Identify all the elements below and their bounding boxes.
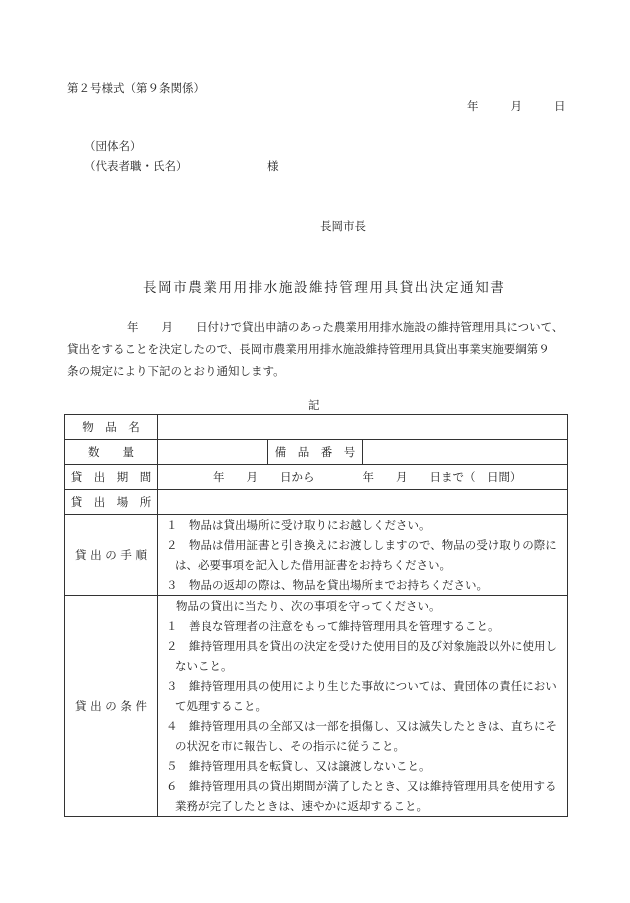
honorific: 様 — [267, 159, 279, 173]
procedure-line: １ 物品は貸出場所に受け取りにお越しください。 — [166, 518, 431, 532]
conditions-line: ２ 維持管理用具を貸出の決定を受けた使用目的及び対象施設以外に使用し — [166, 639, 557, 653]
procedure-line: ３ 物品の返却の際は、物品を貸出場所までお持ちください。 — [166, 578, 488, 592]
conditions-line: の状況を市に報告し、その指示に従うこと。 — [175, 739, 405, 753]
quantity-field[interactable] — [158, 440, 268, 465]
body-line-3: 条の規定により下記のとおり通知します。 — [67, 364, 285, 378]
conditions-line: １ 善良な管理者の注意をもって維持管理用具を管理すること。 — [166, 619, 500, 633]
conditions-line: て処理すること。 — [175, 699, 267, 713]
issue-date — [467, 98, 566, 114]
row-place — [65, 490, 568, 515]
loan-details-table — [64, 414, 568, 817]
date-month: 月 — [510, 99, 522, 113]
issuer-name: 長岡市長 — [320, 219, 366, 233]
body-line-1: 年 月 日付けで貸出申請のあった農業用用排水施設の維持管理用具について、 — [127, 320, 564, 334]
period-to: 日まで（ 日間） — [429, 470, 522, 484]
conditions-line: ６ 維持管理用具の貸出期間が満了したとき、又は維持管理用具を使用する — [166, 779, 557, 793]
procedure-label: 貸 出 の 手 順 — [65, 515, 158, 596]
representative-label: （代表者職・氏名） — [84, 159, 188, 173]
document-title: 長岡市農業用用排水施設維持管理用具貸出決定通知書 — [143, 280, 506, 296]
notice-body — [67, 316, 572, 382]
row-period — [65, 465, 568, 490]
item-name-label: 物 品 名 — [65, 415, 158, 440]
conditions-line: 業務が完了したときは、速やかに返却すること。 — [175, 799, 428, 813]
place-field[interactable] — [158, 490, 568, 515]
place-label: 貸 出 場 所 — [65, 490, 158, 515]
conditions-line: ないこと。 — [175, 659, 233, 673]
date-day: 日 — [554, 99, 566, 113]
period-label: 貸 出 期 間 — [65, 465, 158, 490]
conditions-line: ３ 維持管理用具の使用により生じた事故については、貴団体の責任におい — [166, 679, 557, 693]
conditions-line: ５ 維持管理用具を転貸し、又は譲渡しないこと。 — [166, 759, 431, 773]
conditions-text — [158, 596, 568, 817]
procedure-line: ２ 物品は借用証書と引き換えにお渡ししますので、物品の受け取りの際に — [166, 538, 557, 552]
row-item-name — [65, 415, 568, 440]
period-month-2: 月 — [396, 470, 408, 484]
equipment-no-label: 備 品 番 号 — [268, 440, 363, 465]
quantity-label: 数 量 — [65, 440, 158, 465]
procedure-text — [158, 515, 568, 596]
org-name-label: （団体名） — [84, 139, 142, 153]
period-year-2: 年 — [362, 470, 374, 484]
equipment-no-field[interactable] — [363, 440, 568, 465]
conditions-line: 物品の貸出に当たり、次の事項を守ってください。 — [176, 599, 441, 613]
conditions-line: ４ 維持管理用具の全部又は一部を損傷し、又は滅失したときは、直ちにそ — [166, 719, 557, 733]
item-name-field[interactable] — [158, 415, 568, 440]
row-procedure — [65, 515, 568, 596]
period-year-1: 年 — [213, 470, 225, 484]
procedure-line: は、必要事項を記入した借用証書をお持ちください。 — [175, 558, 451, 572]
body-line-2: 貸出をすることを決定したので、長岡市農業用用排水施設維持管理用具貸出事業実施要綱第９ — [67, 342, 550, 356]
ki-marker: 記 — [308, 398, 320, 412]
row-quantity — [65, 440, 568, 465]
period-field[interactable] — [158, 465, 568, 490]
period-from: 日から — [280, 470, 315, 484]
period-month-1: 月 — [246, 470, 258, 484]
date-year: 年 — [467, 99, 479, 113]
row-conditions — [65, 596, 568, 817]
conditions-label: 貸 出 の 条 件 — [65, 596, 158, 817]
form-number: 第２号様式（第９条関係） — [67, 81, 205, 95]
